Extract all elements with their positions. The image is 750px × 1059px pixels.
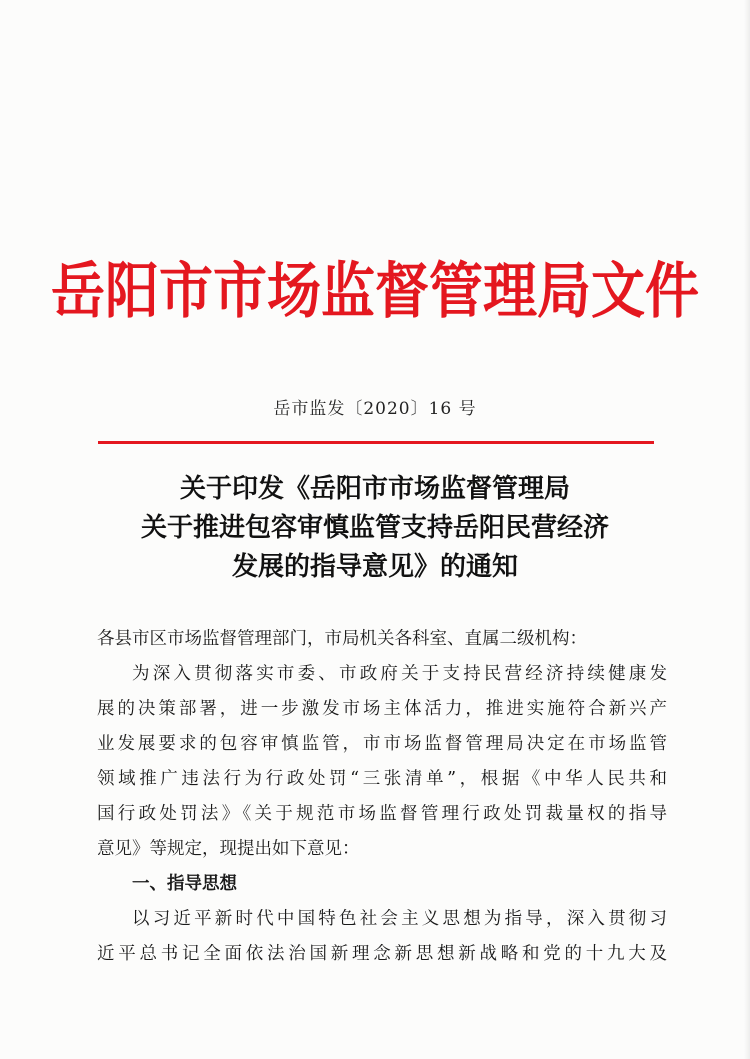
addressee-line: 各县市区市场监督管理部门，市局机关各科室、直属二级机构： bbox=[97, 629, 587, 649]
notice-title bbox=[60, 470, 690, 587]
notice-title-line-1: 关于印发《岳阳市市场监督管理局 bbox=[179, 474, 570, 504]
red-divider-line bbox=[98, 441, 654, 444]
paragraph-line: 国行政处罚法》《关于规范市场监督管理行政处罚裁量权的指导 bbox=[97, 804, 667, 824]
paragraph-line: 领域推广违法行为行政处罚“三张清单”，根据《中华人民共和 bbox=[97, 769, 667, 789]
document-body bbox=[97, 622, 667, 972]
notice-title-line-3: 发展的指导意见》的通知 bbox=[231, 552, 518, 582]
paragraph-line: 为深入贯彻落实市委、市政府关于支持民营经济持续健康发 bbox=[132, 664, 667, 684]
section-heading: 一、指导思想 bbox=[132, 874, 237, 894]
paragraph-line: 意见》等规定，现提出如下意见： bbox=[97, 839, 360, 859]
paragraph-line: 近平总书记全面依法治国新理念新思想新战略和党的十九大及 bbox=[97, 944, 667, 964]
document-number: 岳市监发〔2020〕16 号 bbox=[273, 399, 477, 419]
paragraph-line: 业发展要求的包容审慎监管，市市场监督管理局决定在市场监管 bbox=[97, 734, 667, 754]
scan-shadow-edge bbox=[744, 0, 750, 1059]
notice-title-line-2: 关于推进包容审慎监管支持岳阳民营经济 bbox=[140, 513, 609, 543]
paragraph-line: 展的决策部署，进一步激发市场主体活力，推进实施符合新兴产 bbox=[97, 699, 667, 719]
paragraph-line: 以习近平新时代中国特色社会主义思想为指导，深入贯彻习 bbox=[132, 909, 667, 929]
document-header-title: 岳阳市市场监督管理局文件 bbox=[51, 254, 699, 326]
